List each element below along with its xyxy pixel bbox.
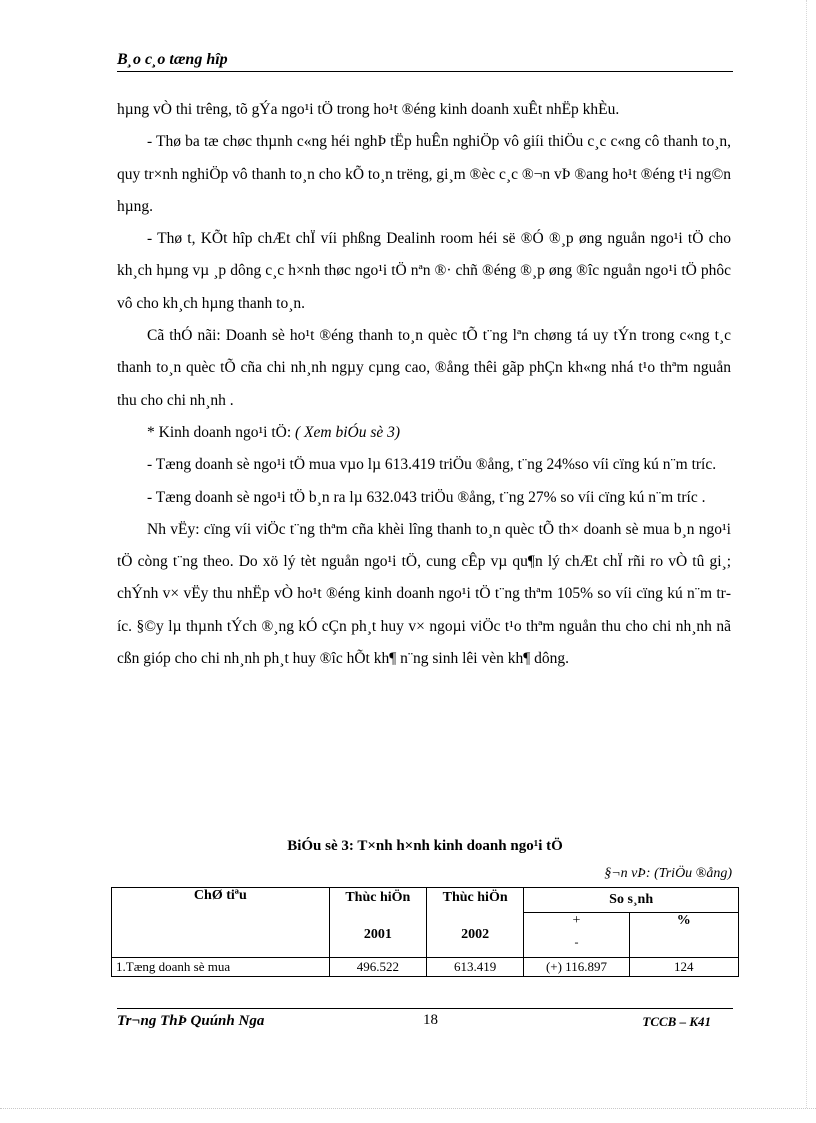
paragraph: Nh vËy: cïng víi viÖc t¨ng thªm cña khèi lîng thanh to¸n quèc tÕ th× doanh sè mua b¸n ngo¹i tÖ còng t¨ng theo. Do xö lý tèt nguån ngo¹i tÖ, cung cÊp vµ qu¶n lý chÆt chÏ rñi ro vÒ tû gi¸; chÝnh v× vËy thu nhËp vÒ ho¹t ®éng kinh doanh ngo¹i tÖ t¨ng thªm 105% so víi cïng kú n¨m tríc. §©y lµ thµnh tÝch ®¸ng kÓ cÇn ph¸t huy v× ngoµi viÖc t¹o thªm nguån thu cho chi nh¸nh nã cßn gióp cho chi nh¸nh ph¸t huy ®îc hÕt kh¶ n¨ng sinh lêi vèn kh¶ dông.	[117, 520, 731, 668]
paragraph: - Tæng doanh sè ngo¹i tÖ b¸n ra lµ 632.043 triÖu ®ång, t¨ng 27% so víi cïng kú n¨m tríc .	[147, 488, 706, 506]
row-2002: 613.419	[426, 958, 523, 977]
row-name: 1.Tæng doanh sè mua	[112, 958, 330, 977]
header-2002-year: 2002	[461, 927, 490, 942]
page-footer	[117, 1008, 733, 1035]
header-2001-label: Thùc hiÖn	[345, 890, 411, 905]
page-edge-divider-vertical	[806, 0, 807, 1108]
table-caption: BiÓu sè 3: T×nh h×nh kinh doanh ngo¹i tÖ	[287, 838, 563, 854]
page-number: 18	[423, 1012, 438, 1028]
paragraph: - Thø ba tæ chøc thµnh c«ng héi nghÞ tËp huÊn nghiÖp vô giíi thiÖu c¸c c«ng cô thanh to¸n, quy tr×nh nghiÖp vô thanh to¸n cho kÕ to¸n trëng, gi¸m ®èc c¸c ®¬n vÞ ®ang ho¹t ®éng t¹i ng©n hµng.	[117, 133, 731, 215]
body-text	[117, 94, 731, 675]
header-2002	[426, 888, 523, 958]
footer-author: Tr¬ng ThÞ Quúnh Nga	[117, 1013, 265, 1029]
row-pct: 124	[629, 958, 738, 977]
table-unit: §¬n vÞ: (TriÖu ®ång)	[604, 866, 732, 881]
header-minus: -	[574, 935, 579, 949]
footer-code: TCCB – K41	[642, 1014, 711, 1029]
row-diff: (+) 116.897	[524, 958, 629, 977]
paragraph: hµng vÒ thi trêng, tõ gÝa ngo¹i tÖ trong ho¹t ®éng kinh doanh xuÊt nhËp khÈu.	[117, 101, 620, 118]
header-2001-year: 2001	[363, 927, 392, 942]
page-header	[117, 51, 733, 72]
paragraph: - Thø t, KÕt hîp chÆt chÏ víi phßng Dealinh room héi së ®Ó ®¸p øng nguån ngo¹i tÖ cho kh¸ch hµng vµ ¸p dông c¸c h×nh thøc ngo¹i tÖ nªn ®· chñ ®éng ®¸p øng ®îc nguån ngo¹i tÖ phôc vô cho kh¸ch hµng thanh to¸n.	[117, 230, 731, 312]
table-row	[112, 958, 739, 977]
header-plus: +	[572, 913, 581, 928]
paragraph-text: * Kinh doanh ngo¹i tÖ:	[147, 423, 296, 441]
header-compare: So s¸nh	[524, 888, 739, 913]
row-2001: 496.522	[329, 958, 426, 977]
page-edge-divider	[0, 1108, 816, 1109]
header-title: B¸o c¸o tæng hîp	[117, 51, 228, 68]
paragraph	[117, 417, 731, 449]
header-2001	[329, 888, 426, 958]
table-reference: ( Xem biÓu sè 3)	[295, 423, 401, 441]
header-pct: %	[629, 913, 738, 958]
table-header-row	[112, 888, 739, 913]
paragraph: Cã thÓ nãi: Doanh sè ho¹t ®éng thanh to¸n quèc tÕ t¨ng lªn chøng tá uy tÝn trong c«ng t¸c thanh to¸n quèc tÕ cña chi nh¸nh ngµy cµng cao, ®ång thêi gãp phÇn kh«ng nhá t¹o thªm nguån thu cho chi nh¸nh .	[117, 327, 731, 409]
header-plus-minus	[524, 913, 629, 958]
header-2002-label: Thùc hiÖn	[442, 890, 508, 905]
paragraph: - Tæng doanh sè ngo¹i tÖ mua vµo lµ 613.419 triÖu ®ång, t¨ng 24%so víi cïng kú n¨m tríc.	[147, 456, 717, 474]
header-name: ChØ tiªu	[112, 888, 330, 958]
data-table	[111, 887, 739, 977]
